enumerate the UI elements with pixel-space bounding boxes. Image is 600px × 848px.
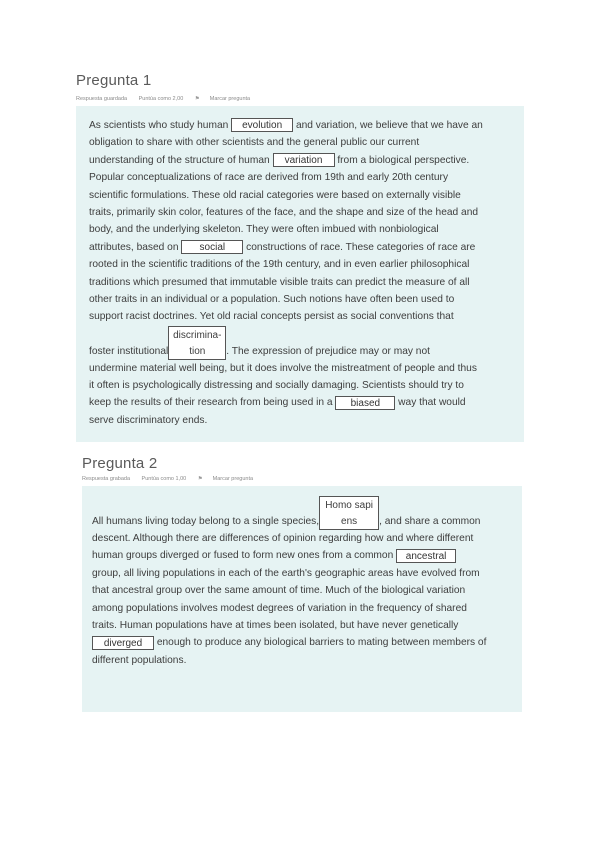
text: rooted in the scientific traditions of the 19th century, and in even earlier philosophical — [89, 259, 470, 271]
text-line — [89, 239, 483, 256]
text: All humans living today belong to a single species, — [92, 516, 320, 527]
answer-line: Homo sapi — [325, 500, 373, 511]
text: enough to produce any biological barriers to mating between members of — [154, 637, 487, 649]
text-line — [89, 117, 483, 134]
question-1-title: Pregunta 1 — [76, 72, 152, 89]
answer-evolution-input[interactable]: evolution — [231, 118, 293, 132]
answer-line: discrimina- — [173, 329, 222, 341]
text-line — [89, 360, 483, 377]
text-line — [89, 221, 483, 238]
question-2-score: Puntúa como 1,00 — [141, 476, 187, 482]
question-2-title: Pregunta 2 — [82, 455, 158, 472]
answer-homo-sapiens-input[interactable] — [319, 496, 379, 530]
text-line — [89, 308, 483, 325]
text: foster institutional — [89, 345, 169, 357]
text-line — [89, 291, 483, 308]
answer-diverged-input[interactable]: diverged — [92, 636, 154, 650]
text: serve discriminatory ends. — [89, 414, 208, 426]
text: Popular conceptualizations of race are derived from 19th and early 20th century — [89, 172, 449, 184]
flag-label: Marcar pregunta — [209, 96, 251, 102]
text: undermine material well being, but it does involve the mistreatment of people and thus — [89, 362, 477, 374]
text-line — [89, 187, 483, 204]
text-line — [92, 634, 486, 651]
text-line — [89, 256, 483, 273]
question-2-text — [92, 496, 486, 669]
text-line — [89, 412, 483, 429]
question-2-flag[interactable] — [198, 476, 263, 482]
text-line — [92, 496, 486, 530]
question-1-text — [89, 117, 483, 429]
text: , and share a common — [379, 516, 481, 527]
text: body, and the underlying skeleton. They were often imbued with nonbiological — [89, 224, 439, 236]
question-1-flag[interactable] — [195, 96, 260, 102]
answer-social-input[interactable]: social — [181, 240, 243, 254]
question-2-meta — [82, 476, 273, 482]
text: attributes, based on — [89, 241, 182, 253]
text: . The expression of prejudice may or may not — [226, 345, 430, 357]
flag-icon: ⚑ — [197, 476, 203, 482]
text-line — [92, 547, 486, 564]
answer-discrimination-input[interactable] — [168, 326, 226, 360]
text-line — [89, 134, 483, 151]
text-line — [92, 582, 486, 599]
text-line — [92, 565, 486, 582]
text: understanding of the structure of human — [89, 154, 273, 166]
text: human groups diverged or fused to form new ones from a common — [92, 550, 397, 562]
text: different populations. — [92, 654, 187, 666]
text-line — [92, 600, 486, 617]
text: way that would — [395, 397, 466, 409]
question-1-status: Respuesta guardada — [76, 96, 128, 102]
text: scientific formulations. These old racial categories were based on externally visible — [89, 189, 461, 201]
text: among populations involves modest degrees of variation in the frequency of shared — [92, 602, 467, 614]
question-1-meta — [76, 96, 270, 102]
text-line — [89, 274, 483, 291]
question-2-status: Respuesta grabada — [82, 476, 131, 482]
text-line — [89, 169, 483, 186]
text: support racist doctrines. Yet old racial concepts persist as social conventions that — [89, 311, 454, 323]
text-line — [89, 152, 483, 169]
question-1-score: Puntúa como 2,00 — [138, 96, 184, 102]
text: and variation, we believe that we have an — [293, 120, 483, 131]
text-line — [89, 394, 483, 411]
text: other traits in an individual or a population. Such notions have often been used to — [89, 293, 455, 305]
text: traits, primarily skin color, features of the face, and the shape and size of the head and — [89, 206, 479, 218]
text: traits. Human populations have at times been isolated, but have never genetically — [92, 619, 459, 631]
text: traditions which presumed that immutable visible traits can predict the measure of all — [89, 276, 470, 288]
flag-icon: ⚑ — [194, 96, 200, 102]
answer-ancestral-input[interactable]: ancestral — [396, 549, 456, 563]
answer-biased-input[interactable]: biased — [335, 396, 395, 410]
text: it often is psychologically distressing and socially damaging. Scientists should try to — [89, 380, 464, 392]
text-line — [92, 652, 486, 669]
text-line — [92, 617, 486, 634]
text: that ancestral group over the same amount of time. Much of the biological variation — [92, 585, 466, 597]
text: keep the results of their research from being used in a — [89, 397, 336, 409]
text: obligation to share with other scientists and the general public our current — [89, 137, 420, 149]
flag-label: Marcar pregunta — [212, 476, 254, 482]
text-line — [92, 530, 486, 547]
text: group, all living populations in each of the earth's geographic areas have evolved from — [92, 567, 480, 579]
text-line — [89, 204, 483, 221]
text: constructions of race. These categories of race are — [243, 241, 476, 253]
text-line — [89, 377, 483, 394]
text: descent. Although there are differences of opinion regarding how and where different — [92, 533, 474, 544]
answer-line: tion — [189, 345, 206, 357]
answer-line: ens — [341, 516, 358, 527]
text-line — [89, 326, 483, 360]
text: As scientists who study human — [89, 120, 232, 131]
text: from a biological perspective. — [334, 154, 470, 166]
answer-variation-input[interactable]: variation — [273, 153, 335, 167]
